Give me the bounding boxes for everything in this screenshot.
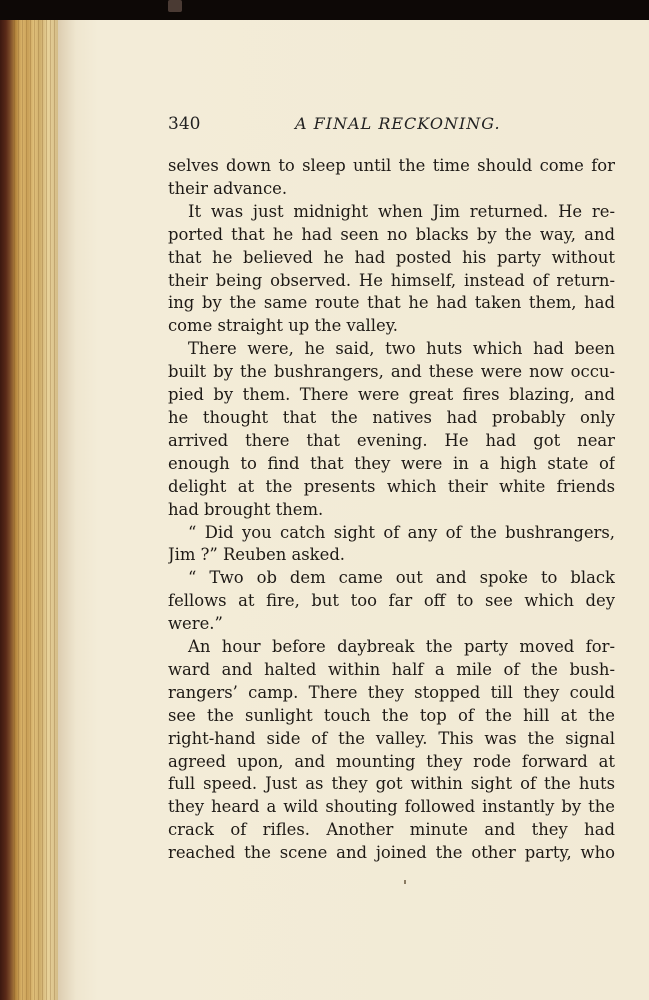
running-head: A FINAL RECKONING. [295,114,501,133]
text-line: their being observed. He himself, instead of return- [168,270,615,290]
scan-artifact [168,0,182,12]
text-line: selves down to sleep until the time should come for [168,156,615,175]
text-line: fellows at fire, but too far off to see which dey [168,591,615,611]
text-line: reached the scene and joined the other party, who [168,843,615,863]
text-line: enough to find that they were in a high state of [168,453,615,473]
text-line: full speed. Just as they got within sight of the huts [168,774,615,794]
text-line: arrived there that evening. He had got near [168,430,615,450]
text-line: pied by them. There were great fires blazing, and [168,385,615,405]
ink-speck [404,880,406,884]
text-line: ward and halted within half a mile of the bush- [168,659,615,679]
text-line: “ Two ob dem came out and spoke to black [188,568,615,588]
text-line: ported that he had seen no blacks by the way, and [168,224,615,244]
text-line: agreed upon, and mounting they rode forward at [168,751,615,771]
paragraph-4 [168,522,615,568]
text-line: come straight up the valley. [168,316,399,336]
paragraph-2 [168,201,615,338]
paragraph-5 [168,567,615,636]
text-line: An hour before daybreak the party moved for- [188,637,615,657]
text-line: were.” [168,614,223,634]
text-line: he thought that the natives had probably only [168,407,615,427]
paragraph-1 [168,155,615,201]
text-line: see the sunlight touch the top of the hill at the [168,705,615,725]
text-line: built by the bushrangers, and these were now occu- [168,362,615,382]
text-line: had brought them. [168,499,324,519]
text-line: “ Did you catch sight of any of the bushrangers, [188,522,615,542]
text-line: It was just midnight when Jim returned. He re- [188,201,615,221]
page-text [168,155,615,865]
text-line: crack of rifles. Another minute and they had [168,820,615,840]
text-line: Jim ?” Reuben asked. [168,545,346,565]
text-line: There were, he said, two huts which had been [188,339,615,359]
text-line: they heard a wild shouting followed instantly by the [168,797,615,817]
text-line: ing by the same route that he had taken them, had [168,293,615,313]
text-line: rangers’ camp. There they stopped till they could [168,682,615,702]
text-line: that he believed he had posted his party without [168,247,615,267]
paragraph-6 [168,636,615,865]
page-header [168,114,618,138]
text-line: delight at the presents which their white friends [168,476,615,496]
text-line: their advance. [168,178,288,198]
paragraph-3 [168,338,615,521]
page-edge-texture [14,20,60,1000]
page-number: 340 [168,114,201,134]
scan-top-border [0,0,649,20]
text-line: right-hand side of the valley. This was the signal [168,728,615,748]
